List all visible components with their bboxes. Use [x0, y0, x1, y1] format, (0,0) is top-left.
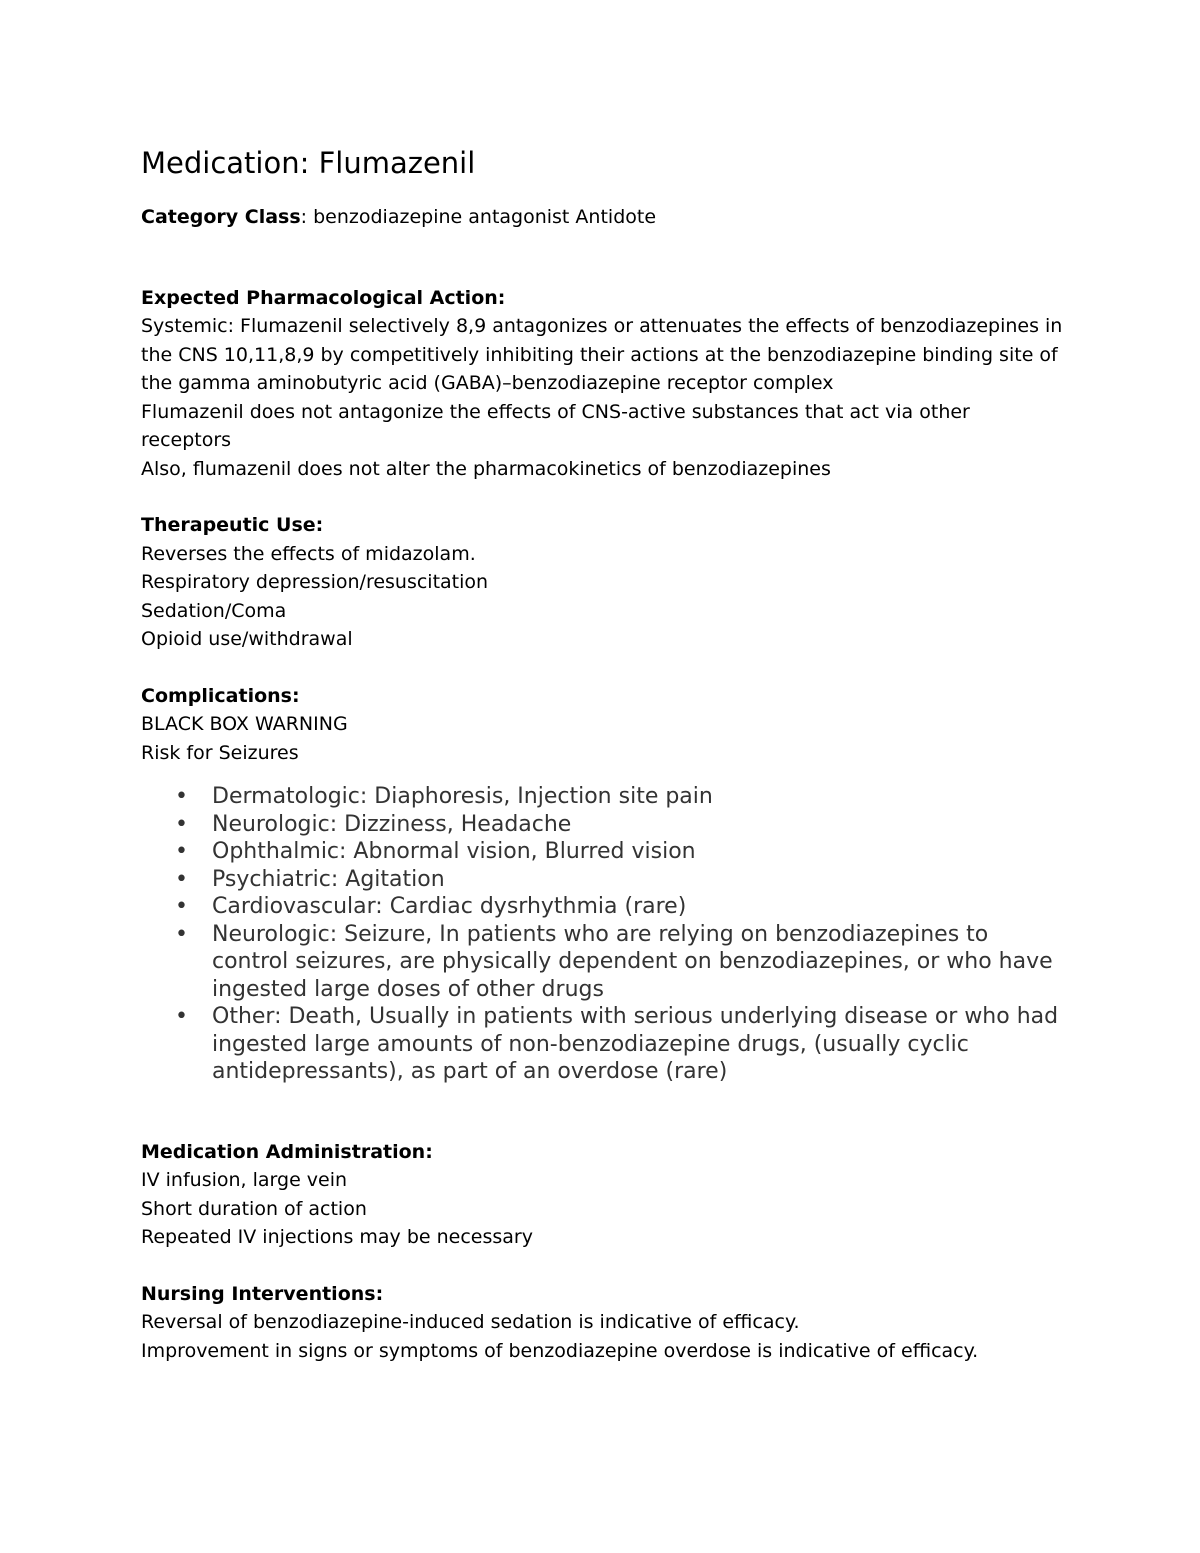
category-class-line: [141, 203, 1071, 232]
nursing-intervention-line: Improvement in signs or symptoms of benzodiazepine overdose is indicative of efficacy.: [141, 1339, 979, 1362]
list-item: [141, 1003, 1071, 1086]
document-title: Medication: Flumazenil: [141, 146, 476, 180]
spacer: [141, 654, 1071, 682]
spacer: [141, 1252, 1071, 1280]
list-item-text: Ophthalmic: Abnormal vision, Blurred vision: [212, 839, 696, 864]
list-item: [141, 893, 1071, 921]
list-item: [141, 783, 1071, 811]
list-item-text: Neurologic: Seizure, In patients who are relying on benzodiazepines to control seizures, are physically dependent on benzodiazepines, or who have ingested large doses of other drugs: [212, 921, 1053, 1002]
black-box-warning: BLACK BOX WARNING: [141, 713, 348, 735]
pharm-action-line: Systemic: Flumazenil selectively 8,9 antagonizes or attenuates the effects of benzodiazepines in: [141, 315, 1063, 337]
list-item-text: Dermatologic: Diaphoresis, Injection site pain: [212, 784, 713, 809]
pharm-action-line: Flumazenil does not antagonize the effects of CNS-active substances that act via other: [141, 400, 970, 423]
category-class-separator: :: [300, 206, 314, 228]
bullet-icon: •: [175, 811, 188, 837]
bullet-icon: •: [175, 921, 188, 947]
bullet-icon: •: [175, 866, 188, 892]
bullet-icon: •: [175, 784, 188, 809]
category-class-label: Category Class: [141, 206, 301, 228]
administration-line: Short duration of action: [141, 1197, 367, 1220]
therapeutic-use-line: Opioid use/withdrawal: [141, 628, 353, 650]
therapeutic-use-line: Reverses the effects of midazolam.: [141, 542, 476, 565]
bullet-icon: •: [175, 894, 188, 919]
complications-list: [141, 783, 1071, 1086]
list-item: [141, 838, 1071, 866]
complications-heading: Complications:: [141, 684, 300, 707]
pharm-action-heading: Expected Pharmacological Action:: [141, 286, 506, 309]
spacer: [141, 1086, 1071, 1138]
pharm-action-line: the CNS 10,11,8,9 by competitively inhibiting their actions at the benzodiazepine binding site of: [141, 343, 1058, 366]
pharm-action-line: Also, flumazenil does not alter the pharmacokinetics of benzodiazepines: [141, 457, 831, 480]
spacer: [141, 483, 1071, 511]
list-item: [141, 811, 1071, 839]
spacer: [141, 232, 1071, 284]
nursing-intervention-line: Reversal of benzodiazepine-induced sedation is indicative of efficacy.: [141, 1311, 800, 1333]
therapeutic-use-heading: Therapeutic Use:: [141, 514, 324, 536]
administration-line: IV infusion, large vein: [141, 1169, 348, 1191]
administration-line: Repeated IV injections may be necessary: [141, 1226, 533, 1248]
spacer: [141, 767, 1071, 783]
document-page: [141, 143, 1071, 1365]
bullet-icon: •: [175, 1004, 188, 1029]
pharm-action-line: receptors: [141, 429, 232, 451]
list-item: [141, 921, 1071, 1004]
list-item-text: Other: Death, Usually in patients with serious underlying disease or who had ingested large amounts of non-benzodiazepine drugs, (usually cyclic antidepressants), as part of an overdose (rare): [212, 1004, 1059, 1084]
list-item-text: Psychiatric: Agitation: [212, 866, 445, 892]
nursing-interventions-heading: Nursing Interventions:: [141, 1282, 384, 1305]
pharm-action-line: the gamma aminobutyric acid (GABA)–benzodiazepine receptor complex: [141, 372, 834, 394]
list-item: [141, 866, 1071, 894]
therapeutic-use-line: Sedation/Coma: [141, 599, 287, 622]
list-item-text: Cardiovascular: Cardiac dysrhythmia (rare): [212, 894, 687, 919]
seizure-risk: Risk for Seizures: [141, 741, 299, 764]
list-item-text: Neurologic: Dizziness, Headache: [212, 811, 572, 837]
therapeutic-use-line: Respiratory depression/resuscitation: [141, 571, 489, 593]
category-class-value: benzodiazepine antagonist Antidote: [313, 206, 657, 228]
bullet-icon: •: [175, 839, 188, 864]
administration-heading: Medication Administration:: [141, 1140, 433, 1163]
